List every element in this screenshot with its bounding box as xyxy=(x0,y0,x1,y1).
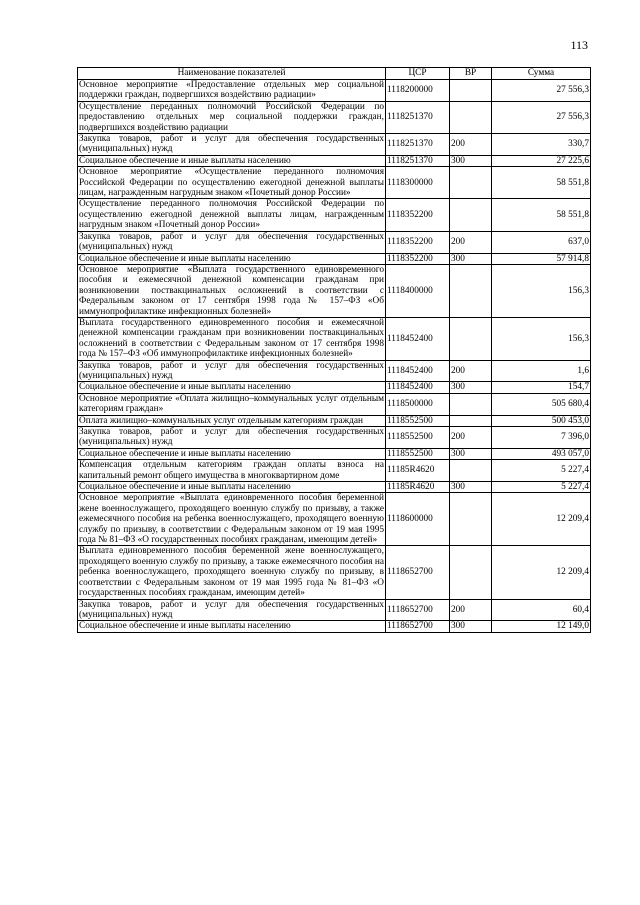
row-name: Осуществление переданного полномочия Российской Федерации по осуществлению ежегодной денежной выплаты лицам, награжденным нагрудным знаком «Почетный донор России» xyxy=(79,199,384,231)
row-code: 1118552500 xyxy=(386,448,450,459)
row-code: 11185R4620 xyxy=(386,460,450,482)
table-row xyxy=(78,253,591,264)
row-vr xyxy=(450,493,492,546)
row-name: Социальное обеспечение и иные выплаты населению xyxy=(78,482,386,493)
row-code: 11185R4620 xyxy=(386,482,450,493)
row-code: 1118652700 xyxy=(386,546,450,599)
row-sum: 493 057,0 xyxy=(492,448,591,459)
table-row xyxy=(78,167,591,199)
row-name: Закупка товаров, работ и услуг для обеспечения государственных (муниципальных) нужд xyxy=(79,134,384,155)
row-code: 1118251370 xyxy=(386,134,450,156)
row-name: Основное мероприятие «Осуществление переданного полномочия Российской Федерации по осуществлению ежегодной денежной выплаты лицам, награжденным нагрудным знаком «Почетный донор России» xyxy=(79,167,384,199)
header-sum: Сумма xyxy=(492,68,591,80)
row-name: Оплата жилищно–коммунальных услуг отдельным категориям граждан xyxy=(78,415,386,426)
table-row xyxy=(78,101,591,133)
row-sum: 156,3 xyxy=(492,264,591,317)
row-code: 1118251370 xyxy=(386,101,450,133)
table-row xyxy=(78,493,591,546)
row-sum: 12 209,4 xyxy=(492,546,591,599)
table-row xyxy=(78,460,591,482)
row-vr: 300 xyxy=(450,253,492,264)
row-name: Основное мероприятие «Выплата единовременного пособия беременной жене военнослужащего, проходящего военную службу по призыву, а также ежемесячного пособия на ребенка военнослужащего, проходящего военную службу по призыву, в соответствии с Федеральным законом от 19 мая 1995 года № 81–ФЗ «О государственных пособиях гражданам, имеющим детей» xyxy=(79,493,384,546)
header-row xyxy=(78,68,591,80)
table-row xyxy=(78,231,591,253)
row-sum: 58 551,8 xyxy=(492,167,591,199)
row-sum: 1,6 xyxy=(492,360,591,382)
row-name: Выплата единовременного пособия беременной жене военнослужащего, проходящего военную службу по призыву, а также ежемесячного пособия на ребенка военнослужащего, проходящего военную службу по призыву, в соответствии с Федеральным законом от 19 мая 1995 года № 81–ФЗ «О государственных пособиях гражданам, имеющим детей» xyxy=(79,546,384,599)
row-sum: 156,3 xyxy=(492,317,591,360)
row-name: Закупка товаров, работ и услуг для обеспечения государственных (муниципальных) нужд xyxy=(79,427,384,448)
row-code: 1118352200 xyxy=(386,253,450,264)
table-row xyxy=(78,360,591,382)
row-vr: 200 xyxy=(450,427,492,449)
row-name: Основное мероприятие «Выплата государственного единовременного пособия и ежемесячной денежной компенсации гражданам при возникновении поствакцинальных осложнений в соответствии с Федеральным законом от 17 сентября 1998 года № 157–ФЗ «Об иммунопрофилактике инфекционных болезней» xyxy=(79,264,384,317)
row-name: Социальное обеспечение и иные выплаты населению xyxy=(78,382,386,393)
row-vr: 200 xyxy=(450,231,492,253)
table-row xyxy=(78,264,591,317)
table-row xyxy=(78,546,591,599)
table-row xyxy=(78,382,591,393)
row-name: Социальное обеспечение и иные выплаты населению xyxy=(78,621,386,632)
row-sum: 60,4 xyxy=(492,599,591,621)
row-code: 1118352200 xyxy=(386,199,450,231)
row-name: Социальное обеспечение и иные выплаты населению xyxy=(78,253,386,264)
table-row xyxy=(78,448,591,459)
row-sum: 505 680,4 xyxy=(492,393,591,415)
row-name: Основное мероприятие «Предоставление отдельных мер социальной поддержки граждан, подвергшихся воздействию радиации» xyxy=(79,80,384,101)
row-vr xyxy=(450,101,492,133)
row-name: Осуществление переданных полномочий Российской Федерации по предоставлению отдельных мер социальной поддержки граждан, подвергшихся воздействию радиации xyxy=(79,101,384,133)
table-header xyxy=(78,68,591,80)
row-vr: 200 xyxy=(450,599,492,621)
row-sum: 12 209,4 xyxy=(492,493,591,546)
header-vr: ВР xyxy=(450,68,492,80)
row-code: 1118400000 xyxy=(386,264,450,317)
row-sum: 12 149,0 xyxy=(492,621,591,632)
row-vr: 200 xyxy=(450,360,492,382)
row-code: 1118251370 xyxy=(386,155,450,166)
table-row xyxy=(78,427,591,449)
row-name: Закупка товаров, работ и услуг для обеспечения государственных (муниципальных) нужд xyxy=(79,360,384,381)
header-name: Наименование показателей xyxy=(78,68,386,80)
row-vr: 300 xyxy=(450,482,492,493)
row-code: 1118452400 xyxy=(386,360,450,382)
row-sum: 637,0 xyxy=(492,231,591,253)
row-code: 1118352200 xyxy=(386,231,450,253)
row-code: 1118652700 xyxy=(386,621,450,632)
row-name: Выплата государственного единовременного пособия и ежемесячной денежной компенсации гражданам при возникновении поствакцинальных осложнений в соответствии с Федеральным законом от 17 сентября 1998 года № 157–ФЗ «Об иммунопрофилактике инфекционных болезней» xyxy=(79,317,384,360)
row-sum: 5 227,4 xyxy=(492,460,591,482)
row-sum: 27 556,3 xyxy=(492,101,591,133)
table-row xyxy=(78,393,591,415)
row-code: 1118500000 xyxy=(386,393,450,415)
row-code: 1118200000 xyxy=(386,80,450,102)
row-vr: 300 xyxy=(450,155,492,166)
table-body xyxy=(78,80,591,633)
row-sum: 500 453,0 xyxy=(492,415,591,426)
row-code: 1118600000 xyxy=(386,493,450,546)
row-name: Социальное обеспечение и иные выплаты населению xyxy=(78,448,386,459)
row-sum: 154,7 xyxy=(492,382,591,393)
row-vr xyxy=(450,546,492,599)
header-code: ЦСР xyxy=(386,68,450,80)
row-code: 1118452400 xyxy=(386,382,450,393)
table-row xyxy=(78,621,591,632)
row-sum: 27 225,6 xyxy=(492,155,591,166)
row-vr xyxy=(450,415,492,426)
table-row xyxy=(78,134,591,156)
row-sum: 5 227,4 xyxy=(492,482,591,493)
table-row xyxy=(78,155,591,166)
row-vr xyxy=(450,167,492,199)
row-vr: 200 xyxy=(450,134,492,156)
row-code: 1118652700 xyxy=(386,599,450,621)
row-code: 1118552500 xyxy=(386,427,450,449)
row-vr xyxy=(450,199,492,231)
row-vr xyxy=(450,393,492,415)
page-number: 113 xyxy=(570,38,588,52)
table-row xyxy=(78,415,591,426)
row-name: Социальное обеспечение и иные выплаты населению xyxy=(78,155,386,166)
table-row xyxy=(78,599,591,621)
row-name: Закупка товаров, работ и услуг для обеспечения государственных (муниципальных) нужд xyxy=(79,599,384,620)
row-vr xyxy=(450,80,492,102)
row-vr xyxy=(450,264,492,317)
row-name: Компенсация отдельным категориям граждан оплаты взноса на капитальный ремонт общего имущества в многоквартирном доме xyxy=(79,460,384,481)
row-vr: 300 xyxy=(450,382,492,393)
row-vr: 300 xyxy=(450,621,492,632)
row-vr xyxy=(450,460,492,482)
row-code: 1118552500 xyxy=(386,415,450,426)
row-vr xyxy=(450,317,492,360)
table-row xyxy=(78,80,591,102)
row-sum: 330,7 xyxy=(492,134,591,156)
budget-table xyxy=(77,67,591,633)
row-name: Основное мероприятие «Оплата жилищно–коммунальных услуг отдельным категориям граждан» xyxy=(79,393,384,415)
row-vr: 300 xyxy=(450,448,492,459)
row-name: Закупка товаров, работ и услуг для обеспечения государственных (муниципальных) нужд xyxy=(79,231,384,253)
row-sum: 7 396,0 xyxy=(492,427,591,449)
row-code: 1118300000 xyxy=(386,167,450,199)
row-sum: 27 556,3 xyxy=(492,80,591,102)
table-row xyxy=(78,199,591,231)
table-row xyxy=(78,482,591,493)
row-code: 1118452400 xyxy=(386,317,450,360)
row-sum: 58 551,8 xyxy=(492,199,591,231)
table-row xyxy=(78,317,591,360)
row-sum: 57 914,8 xyxy=(492,253,591,264)
